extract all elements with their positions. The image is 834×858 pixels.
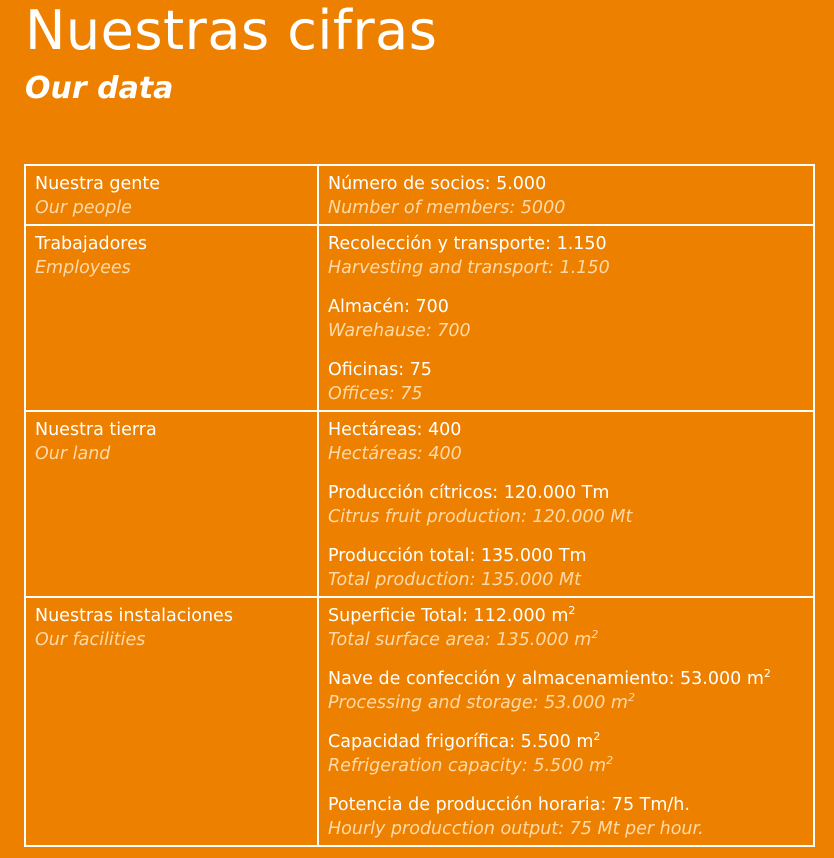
value-en-text: Processing and storage: 53.000 m [328, 693, 628, 713]
category-cell [25, 165, 318, 225]
list-item [328, 667, 804, 715]
list-item [328, 232, 804, 280]
value-en-text: Refrigeration capacity: 5.500 m [328, 756, 607, 776]
value-es-superscript: 2 [568, 604, 576, 618]
value-en [328, 817, 804, 841]
value-en-text: Offices: 75 [328, 384, 423, 404]
value-en-text: Number of members: 5000 [328, 198, 566, 218]
category-cell [25, 597, 318, 846]
value-en [328, 628, 804, 652]
value-es [328, 604, 804, 628]
values-cell [318, 225, 814, 411]
list-item [328, 295, 804, 343]
value-en-text: Hourly producction output: 75 Mt per hour. [328, 819, 704, 839]
value-en [328, 196, 804, 220]
value-es [328, 232, 804, 256]
page-title: Nuestras cifras [25, 0, 438, 62]
table-row [25, 411, 814, 597]
data-table [24, 164, 815, 847]
value-es-text: Producción cítricos: 120.000 Tm [328, 483, 610, 503]
table-row [25, 225, 814, 411]
value-en-superscript: 2 [627, 691, 635, 705]
list-item [328, 544, 804, 592]
category-label-en: Our people [35, 198, 132, 218]
value-es-text: Almacén: 700 [328, 297, 449, 317]
value-es-text: Oficinas: 75 [328, 360, 432, 380]
category-label-en: Our land [35, 444, 111, 464]
category-label-es: Nuestras instalaciones [35, 606, 233, 626]
value-en [328, 256, 804, 280]
value-es [328, 172, 804, 196]
value-es [328, 295, 804, 319]
category-label-es: Nuestra tierra [35, 420, 157, 440]
list-item [328, 604, 804, 652]
value-en-text: Total production: 135.000 Mt [328, 570, 581, 590]
value-en [328, 382, 804, 406]
value-en-superscript: 2 [606, 754, 614, 768]
value-es [328, 667, 804, 691]
list-item [328, 793, 804, 841]
value-en [328, 691, 804, 715]
value-en [328, 568, 804, 592]
list-item [328, 481, 804, 529]
value-es [328, 481, 804, 505]
value-es-text: Producción total: 135.000 Tm [328, 546, 587, 566]
category-label-en: Our facilities [35, 630, 146, 650]
value-es-superscript: 2 [763, 667, 771, 681]
list-item [328, 730, 804, 778]
value-es-text: Capacidad frigorífica: 5.500 m [328, 732, 594, 752]
value-en [328, 754, 804, 778]
value-es-text: Hectáreas: 400 [328, 420, 462, 440]
data-table-body [25, 165, 814, 846]
value-es [328, 358, 804, 382]
value-en-text: Total surface area: 135.000 m [328, 630, 592, 650]
category-label-en: Employees [35, 258, 131, 278]
value-en [328, 319, 804, 343]
list-item [328, 418, 804, 466]
value-es [328, 793, 804, 817]
value-es-text: Recolección y transporte: 1.150 [328, 234, 607, 254]
value-en [328, 442, 804, 466]
list-item [328, 358, 804, 406]
value-en-text: Citrus fruit production: 120.000 Mt [328, 507, 633, 527]
value-en-superscript: 2 [591, 628, 599, 642]
page-subtitle: Our data [25, 71, 174, 106]
values-cell [318, 411, 814, 597]
category-label-es: Nuestra gente [35, 174, 161, 194]
value-es-superscript: 2 [593, 730, 601, 744]
category-label-es: Trabajadores [35, 234, 147, 254]
value-en-text: Hectáreas: 400 [328, 444, 462, 464]
value-es [328, 544, 804, 568]
values-cell [318, 165, 814, 225]
value-es-text: Potencia de producción horaria: 75 Tm/h. [328, 795, 690, 815]
value-es-text: Número de socios: 5.000 [328, 174, 547, 194]
value-en [328, 505, 804, 529]
value-es-text: Nave de confección y almacenamiento: 53.000 m [328, 669, 764, 689]
list-item [328, 172, 804, 220]
category-cell [25, 225, 318, 411]
value-es-text: Superficie Total: 112.000 m [328, 606, 569, 626]
value-en-text: Harvesting and transport: 1.150 [328, 258, 610, 278]
value-en-text: Warehause: 700 [328, 321, 471, 341]
value-es [328, 730, 804, 754]
table-row [25, 165, 814, 225]
values-cell [318, 597, 814, 846]
table-row [25, 597, 814, 846]
category-cell [25, 411, 318, 597]
value-es [328, 418, 804, 442]
